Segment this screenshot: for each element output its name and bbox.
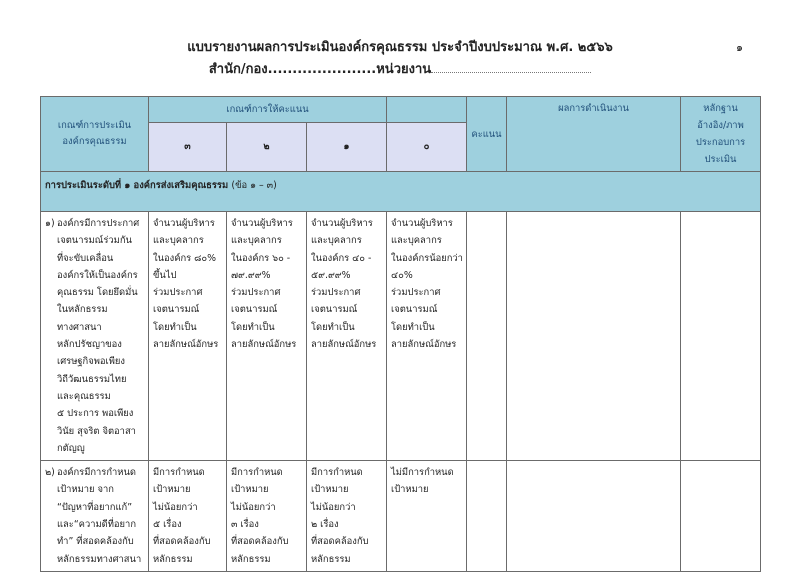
score-1-cell bbox=[307, 461, 387, 572]
evidence-cell bbox=[681, 461, 761, 572]
cell-line: จำนวนผู้บริหาร bbox=[311, 218, 373, 229]
table-row bbox=[41, 212, 761, 461]
cell-line: วิถีวัฒนธรรมไทย bbox=[57, 373, 127, 385]
cell-line: เจตนารมณ์ bbox=[311, 304, 358, 316]
cell-line: ทางศาสนา bbox=[57, 321, 102, 333]
score-3-cell bbox=[149, 212, 227, 461]
score-value-cell bbox=[467, 461, 507, 572]
cell-line: หลักธรรมทางศาสนา bbox=[57, 553, 142, 565]
section-row bbox=[41, 172, 761, 212]
unit-blank-line bbox=[431, 60, 591, 73]
cell-line: เจตนารมณ์ bbox=[391, 304, 438, 316]
cell-line: ในหลักธรรม bbox=[57, 304, 108, 316]
section-heading bbox=[41, 172, 761, 212]
cell-line: ลายลักษณ์อักษร bbox=[311, 339, 377, 351]
cell-line: หลักธรรม bbox=[153, 553, 193, 565]
assessment-table bbox=[40, 96, 761, 572]
cell-line: ๕ เรื่อง bbox=[153, 519, 182, 531]
cell-line: ลายลักษณ์อักษร bbox=[391, 339, 457, 351]
cell-line: องค์กรให้เป็นองค์กร bbox=[57, 269, 138, 281]
criteria-number: ๒) bbox=[45, 467, 55, 479]
cell-line: ไม่น้อยกว่า bbox=[153, 501, 198, 513]
cell-line: โดยทำเป็น bbox=[391, 321, 435, 333]
score-3-cell bbox=[149, 461, 227, 572]
cell-line: จำนวนผู้บริหาร bbox=[231, 218, 293, 229]
cell-line: มีการกำหนด bbox=[311, 467, 363, 479]
cell-line: “ปัญหาที่อยากแก้” bbox=[57, 501, 133, 513]
cell-line: องค์กรมีการประกาศ bbox=[57, 218, 140, 229]
report-subtitle-text: สำนัก/กอง......................หน่วยงาน bbox=[208, 62, 432, 77]
section-range: (ข้อ ๑ – ๓) bbox=[231, 180, 277, 191]
header-scoring-blank bbox=[387, 97, 467, 123]
cell-line: ในองค์กร ๘๐% bbox=[153, 252, 217, 264]
cell-line: ๔๐% bbox=[391, 269, 413, 281]
cell-line: และบุคลากร bbox=[311, 235, 362, 247]
cell-line: ลายลักษณ์อักษร bbox=[231, 339, 297, 351]
cell-line: หลักธรรม bbox=[231, 553, 271, 565]
cell-line: และคุณธรรม bbox=[57, 390, 111, 402]
cell-line: จำนวนผู้บริหาร bbox=[391, 218, 453, 229]
cell-line: หลักปรัชญาของ bbox=[57, 339, 122, 351]
section-title: การประเมินระดับที่ ๑ องค์กรส่งเสริมคุณธรรม bbox=[45, 180, 229, 191]
score-level-3: ๓ bbox=[149, 122, 227, 171]
cell-line: ในองค์กร ๔๐ - bbox=[311, 252, 372, 264]
cell-line: ในองค์กร ๖๐ - bbox=[231, 252, 291, 264]
cell-line: ๕ ประการ พอเพียง bbox=[57, 408, 134, 420]
cell-line: เจตนารมณ์ bbox=[231, 304, 278, 316]
header-criteria bbox=[41, 97, 149, 172]
cell-line: เป้าหมาย bbox=[231, 484, 269, 496]
cell-line: คุณธรรม โดยยึดมั่น bbox=[57, 287, 138, 299]
score-2-cell bbox=[227, 461, 307, 572]
criteria-cell bbox=[41, 461, 149, 572]
cell-line: ร่วมประกาศ bbox=[153, 287, 203, 299]
cell-line: เป้าหมาย bbox=[153, 484, 191, 496]
cell-line: ไม่มีการกำหนด bbox=[391, 467, 454, 479]
header-result: ผลการดำเนินงาน bbox=[507, 97, 681, 172]
cell-line: ที่สอดคล้องกับ bbox=[231, 536, 289, 548]
cell-line: ๕๙.๙๙% bbox=[311, 269, 351, 281]
cell-line: ไม่น้อยกว่า bbox=[311, 501, 356, 513]
cell-line: โดยทำเป็น bbox=[153, 321, 197, 333]
report-subtitle bbox=[0, 58, 800, 79]
cell-line: และบุคลากร bbox=[391, 235, 442, 247]
evidence-cell bbox=[681, 212, 761, 461]
cell-line: มีการกำหนด bbox=[231, 467, 283, 479]
cell-line: ไม่น้อยกว่า bbox=[231, 501, 276, 513]
cell-line: ร่วมประกาศ bbox=[311, 287, 361, 299]
score-level-1: ๑ bbox=[307, 122, 387, 171]
cell-line: จำนวนผู้บริหาร bbox=[153, 218, 215, 229]
header-scoring: เกณฑ์การให้คะแนน bbox=[149, 97, 387, 123]
cell-line: เจตนารมณ์ร่วมกัน bbox=[57, 235, 132, 247]
cell-line: เศรษฐกิจพอเพียง bbox=[57, 356, 125, 368]
cell-line: ลายลักษณ์อักษร bbox=[153, 339, 219, 351]
cell-line: เจตนารมณ์ bbox=[153, 304, 200, 316]
report-title: แบบรายงานผลการประเมินองค์กรคุณธรรม ประจำปีงบประมาณ พ.ศ. ๒๕๖๖ bbox=[187, 40, 613, 55]
cell-line: ๓ เรื่อง bbox=[231, 519, 259, 531]
score-0-cell bbox=[387, 212, 467, 461]
cell-line: ที่สอดคล้องกับ bbox=[311, 536, 369, 548]
result-cell bbox=[507, 461, 681, 572]
cell-line: หลักธรรม bbox=[311, 553, 351, 565]
header-evidence-text: หลักฐานอ้างอิง/ภาพประกอบการประเมิน bbox=[695, 103, 746, 165]
cell-line: ทำ” ที่สอดคล้องกับ bbox=[57, 536, 134, 548]
cell-line: ในองค์กรน้อยกว่า bbox=[391, 252, 463, 264]
header-evidence bbox=[681, 97, 761, 172]
cell-line: โดยทำเป็น bbox=[311, 321, 355, 333]
cell-line: และบุคลากร bbox=[153, 235, 204, 247]
criteria-cell bbox=[41, 212, 149, 461]
cell-line: และบุคลากร bbox=[231, 235, 282, 247]
criteria-number: ๑) bbox=[45, 218, 55, 229]
cell-line: วินัย สุจริต จิตอาสา bbox=[57, 425, 136, 437]
score-1-cell bbox=[307, 212, 387, 461]
score-0-cell bbox=[387, 461, 467, 572]
cell-line: ที่สอดคล้องกับ bbox=[153, 536, 211, 548]
cell-line: มีการกำหนด bbox=[153, 467, 205, 479]
header-score: คะแนน bbox=[467, 97, 507, 172]
cell-line: ร่วมประกาศ bbox=[391, 287, 441, 299]
cell-line: ที่จะขับเคลื่อน bbox=[57, 252, 114, 264]
score-value-cell bbox=[467, 212, 507, 461]
cell-line: องค์กรมีการกำหนด bbox=[57, 467, 136, 479]
result-cell bbox=[507, 212, 681, 461]
cell-line: และ“ความดีที่อยาก bbox=[57, 519, 136, 531]
score-2-cell bbox=[227, 212, 307, 461]
cell-line: ๒ เรื่อง bbox=[311, 519, 339, 531]
cell-line: ๗๙.๙๙% bbox=[231, 269, 271, 281]
page-number: ๑ bbox=[736, 41, 743, 54]
cell-line: กตัญญู bbox=[57, 442, 85, 454]
cell-line: เป้าหมาย จาก bbox=[57, 484, 114, 496]
cell-line: เป้าหมาย bbox=[391, 484, 429, 496]
cell-line: เป้าหมาย bbox=[311, 484, 349, 496]
cell-line: ขึ้นไป bbox=[153, 269, 177, 281]
header-row-1 bbox=[41, 97, 761, 123]
cell-line: ร่วมประกาศ bbox=[231, 287, 281, 299]
score-level-2: ๒ bbox=[227, 122, 307, 171]
score-level-0: ๐ bbox=[387, 122, 467, 171]
table-row bbox=[41, 461, 761, 572]
header-criteria-text: เกณฑ์การประเมินองค์กรคุณธรรม bbox=[57, 120, 132, 147]
cell-line: โดยทำเป็น bbox=[231, 321, 275, 333]
